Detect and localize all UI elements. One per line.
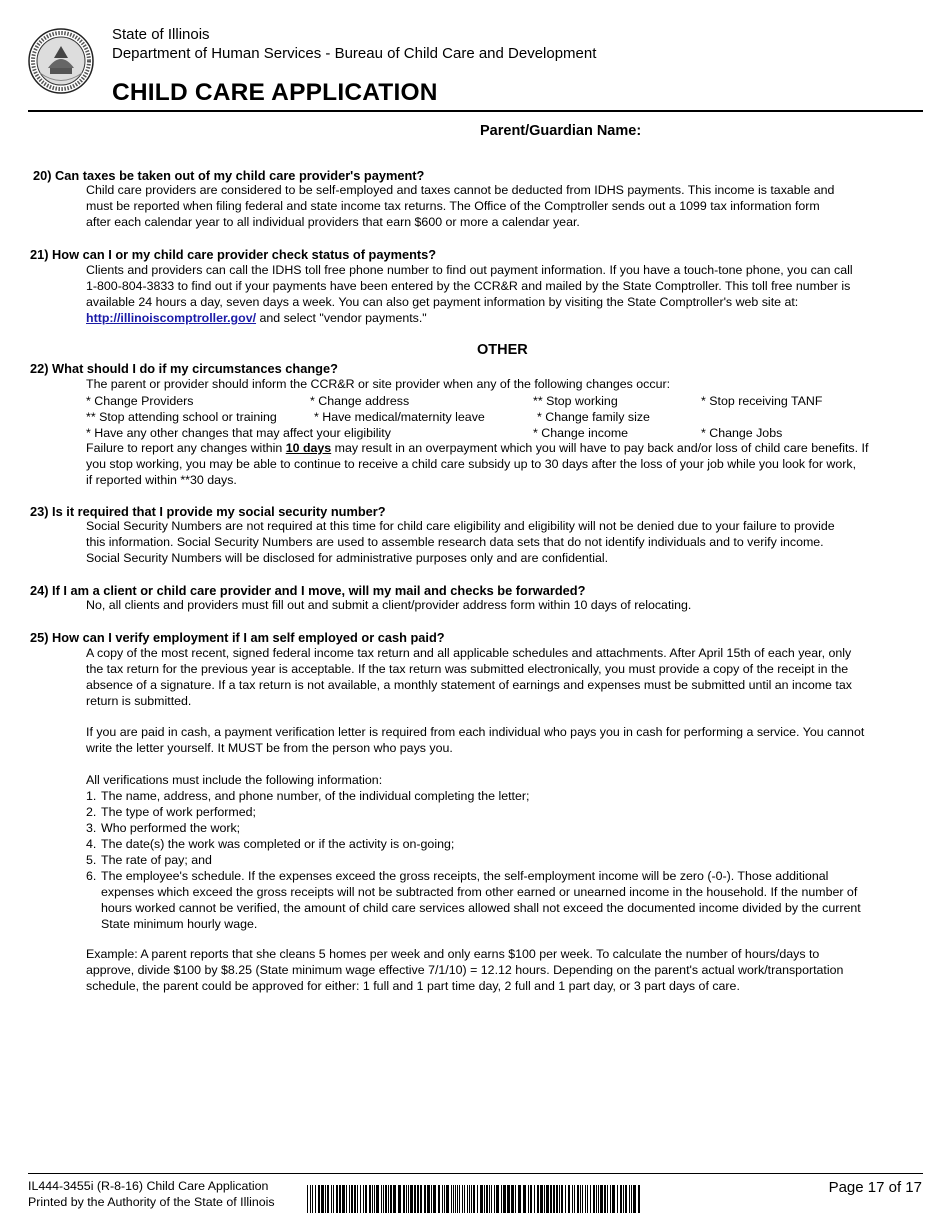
change-item: * Stop receiving TANF <box>701 393 823 408</box>
change-item: ** Stop attending school or training <box>86 409 277 424</box>
list-number: 4. <box>86 837 97 851</box>
state-seal-icon <box>28 28 94 94</box>
header-divider <box>28 110 923 112</box>
question-20: 20) Can taxes be taken out of my child care provider's payment? <box>33 168 425 183</box>
answer-22 <box>86 377 921 489</box>
answer-line: must be reported when filing federal and state income tax returns. The Office of the Comptroller sends out a 1099 tax information form <box>86 198 820 213</box>
answer-line: you stop working, you may be able to continue to receive a child care subsidy up to 30 days after the loss of your job while you look for work, <box>86 456 857 471</box>
list-text: The name, address, and phone number, of the individual completing the letter; <box>101 789 530 803</box>
footer-divider <box>28 1173 923 1174</box>
answer-line: this information. Social Security Numbers are used to assemble research data sets that do not identify individuals and to verify income. <box>86 534 824 549</box>
answer-23 <box>86 519 921 567</box>
list-number: 5. <box>86 853 97 867</box>
change-item: * Change address <box>310 393 410 408</box>
list-text: Who performed the work; <box>101 821 241 835</box>
failure-text: may result in an overpayment which you will have to pay back and/or loss of child care benefits. If <box>331 440 869 455</box>
answer-20 <box>86 183 921 231</box>
ten-days-emphasis: 10 days <box>285 440 332 455</box>
answer-21 <box>86 263 921 327</box>
changes-row <box>86 393 921 409</box>
verification-list <box>0 789 950 934</box>
question-21: 21) How can I or my child care provider check status of payments? <box>30 247 437 262</box>
agency-line-department: Department of Human Services - Bureau of Child Care and Development <box>112 45 597 62</box>
list-text-line: The employee's schedule. If the expenses exceed the gross receipts, the self-employment income will be zero (-0-). Those additional <box>101 869 829 883</box>
answer-line: available 24 hours a day, seven days a week. You can also get payment information by visiting the State Comptroller's web site at: <box>86 294 799 309</box>
answer-line: absence of a signature. If a tax return is not available, a monthly statement of earnings and expenses must be submitted until an income tax <box>86 677 852 692</box>
change-item: * Have medical/maternity leave <box>314 409 485 424</box>
answer-line: No, all clients and providers must fill out and submit a client/provider address form within 10 days of relocating. <box>86 598 692 612</box>
change-item: * Change Jobs <box>701 425 783 440</box>
change-item: * Have any other changes that may affect your eligibility <box>86 425 391 440</box>
list-number: 1. <box>86 789 97 803</box>
list-text <box>101 869 921 933</box>
section-heading-other: OTHER <box>477 342 528 358</box>
change-item: * Change family size <box>537 409 650 424</box>
answer-line: A copy of the most recent, signed federal income tax return and all applicable schedules and attachments. After April 15th of each year, only <box>86 646 852 660</box>
list-text: The rate of pay; and <box>101 853 212 867</box>
comptroller-website-link[interactable]: http://illinoiscomptroller.gov/ <box>86 310 257 325</box>
list-text-line: expenses which exceed the gross receipts will not be subtracted from other earned or unearned income in the household. If the number of <box>101 884 858 899</box>
barcode-icon <box>307 1185 643 1213</box>
example-paragraph <box>86 947 921 995</box>
agency-line-state: State of Illinois <box>112 26 210 43</box>
list-text-line: hours worked cannot be verified, the amount of child care services allowed shall not exceed the documented income divided by the current <box>101 900 861 915</box>
list-text: The type of work performed; <box>101 805 256 819</box>
answer-line: return is submitted. <box>86 693 192 708</box>
list-number: 6. <box>86 869 97 883</box>
failure-text: Failure to report any changes within <box>86 440 286 455</box>
answer-line: 1-800-804-3833 to find out if your payments have been entered by the CCR&R and mailed by the State Comptroller. This toll free number is <box>86 278 851 293</box>
answer-line: Example: A parent reports that she cleans 5 homes per week and only earns $100 per week. To calculate the number of hours/days to <box>86 947 820 961</box>
answer-line: The parent or provider should inform the CCR&R or site provider when any of the following changes occur: <box>86 377 671 391</box>
question-23: 23) Is it required that I provide my social security number? <box>30 504 386 519</box>
changes-row <box>86 425 921 441</box>
answer-line: after each calendar year to all individual providers that earn $600 or more a calendar year. <box>86 214 580 229</box>
answer-25-para2 <box>86 725 921 757</box>
answer-line: Social Security Numbers are not required at this time for child care eligibility and eligibility will not be denied due to your failure to provide <box>86 519 835 533</box>
answer-line: Social Security Numbers will be disclosed for administrative purposes only and are confidential. <box>86 550 609 565</box>
page-number: Page 17 of 17 <box>828 1179 922 1196</box>
form-title: CHILD CARE APPLICATION <box>112 79 438 106</box>
change-item: ** Stop working <box>533 393 618 408</box>
answer-line: write the letter yourself. It MUST be from the person who pays you. <box>86 740 453 755</box>
change-item: * Change income <box>533 425 629 440</box>
link-suffix-text: and select "vendor payments." <box>256 310 427 325</box>
changes-row <box>86 409 921 425</box>
parent-guardian-name-label: Parent/Guardian Name: <box>480 123 642 139</box>
change-item: * Change Providers <box>86 393 194 408</box>
footer-printed-by: Printed by the Authority of the State of Illinois <box>28 1195 275 1209</box>
question-22: 22) What should I do if my circumstances change? <box>30 361 338 376</box>
answer-line: All verifications must include the following information: <box>86 773 383 787</box>
question-24: 24) If I am a client or child care provider and I move, will my mail and checks be forwarded? <box>30 583 586 598</box>
answer-line: schedule, the parent could be approved for either: 1 full and 1 part time day, 2 full and 1 part day, or 3 part days of care. <box>86 978 740 993</box>
answer-line: Child care providers are considered to be self-employed and taxes cannot be deducted from IDHS payments. This income is taxable and <box>86 183 835 197</box>
footer-form-number: IL444-3455i (R-8-16) Child Care Application <box>28 1179 269 1193</box>
answer-25-para1 <box>86 646 921 710</box>
list-number: 2. <box>86 805 97 819</box>
answer-line: Clients and providers can call the IDHS toll free phone number to find out payment information. If you have a touch-tone phone, you can call <box>86 263 853 277</box>
verification-list-intro <box>86 773 921 789</box>
answer-line: approve, divide $100 by $8.25 (State minimum wage effective 7/1/10) = 12.12 hours. Depending on the parent's actual work/transportation <box>86 962 844 977</box>
list-number: 3. <box>86 821 97 835</box>
list-text-line: State minimum hourly wage. <box>101 916 258 931</box>
question-25: 25) How can I verify employment if I am self employed or cash paid? <box>30 630 445 645</box>
answer-line: if reported within **30 days. <box>86 472 237 487</box>
answer-24 <box>86 598 921 614</box>
answer-line: If you are paid in cash, a payment verification letter is required from each individual who pays you in cash for performing a service. You cannot <box>86 725 865 739</box>
list-text: The date(s) the work was completed or if the activity is on-going; <box>101 837 455 851</box>
answer-line: the tax return for the previous year is acceptable. If the tax return was submitted electronically, you must provide a copy of the receipt in the <box>86 661 849 676</box>
